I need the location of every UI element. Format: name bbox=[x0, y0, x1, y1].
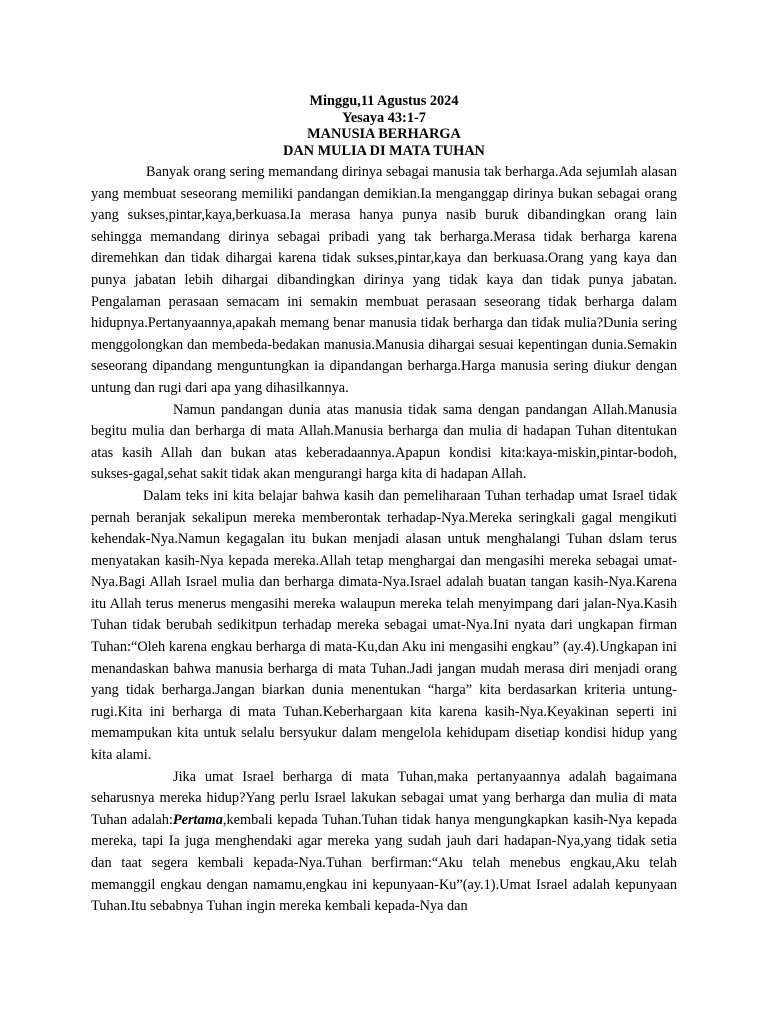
paragraph-4 bbox=[91, 767, 677, 918]
paragraph-4-text-a: Jika umat Israel berharga di mata Tuhan,maka pertanyaannya adalah bagaimana seharusnya mereka hidup?Yang perlu Israel lakukan sebagai umat yang berharga dan mulia di mata Tuhan adalah: bbox=[91, 768, 677, 828]
title-line-2: DAN MULIA DI MATA TUHAN bbox=[283, 142, 485, 159]
paragraph-1: Banyak orang sering memandang dirinya sebagai manusia tak berharga.Ada sejumlah alasan yang membuat seseorang memiliki pandangan demikian.Ia menganggap dirinya bukan sebagai orang yang sukses,pintar,kaya,berkuasa.Ia merasa hanya punya nasib buruk dibandingkan orang lain sehingga memandang dirinya sebagai pribadi yang tak berharga.Merasa tidak berharga karena diremehkan dan tidak dihargai karena tidak sukses,pintar,kaya dan berkuasa.Orang yang kaya dan punya jabatan lebih dihargai dibandingkan dirinya yang tidak kaya dan tidak punya jabatan. Pengalaman perasaan semacam ini semakin membuat perasaan seseorang tidak berharga dalam hidupnya.Pertanyaannya,apakah memang benar manusia tidak berharga dan tidak mulia?Dunia sering menggolongkan dan membeda-bedakan manusia.Manusia dihargai sesuai kepentingan dunia.Semakin seseorang dipandang menguntungkan ia dipandangan berharga.Harga manusia sering diukur dengan untung dan rugi dari apa yang dihasilkannya. bbox=[91, 164, 677, 396]
document-page bbox=[91, 93, 677, 918]
scripture-reference: Yesaya 43:1-7 bbox=[342, 109, 426, 126]
date-line: Minggu,11 Agustus 2024 bbox=[309, 93, 459, 109]
paragraph-4-text-b: ,kembali kepada Tuhan.Tuhan tidak hanya mengungkapkan kasih-Nya kepada mereka, tapi Ia juga menghendaki agar mereka yang sudah jauh dari hadapan-Nya,yang tidak setia dan taat segera kembali kepada-Nya.Tuhan berfirman:“Aku telah menebus engkau,Aku telah memanggil engkau dengan namamu,engkau ini kepunyaan-Ku”(ay.1).Umat Israel adalah kepunyaan Tuhan.Itu sebabnya Tuhan ingin mereka kembali kepada-Nya dan bbox=[91, 811, 677, 915]
paragraph-3: Dalam teks ini kita belajar bahwa kasih dan pemeliharaan Tuhan terhadap umat Israel tidak pernah beranjak sekalipun mereka memberontak terhadap-Nya.Mereka seringkali gagal mengikuti kehendak-Nya.Namun kegagalan itu bukan menjadi alasan untuk menghalangi Tuhan dslam terus menyatakan kasih-Nya kepada mereka.Allah tetap menghargai dan mengasihi mereka sebagai umat-Nya.Bagi Allah Israel mulia dan berharga dimata-Nya.Israel adalah buatan tangan kasih-Nya.Karena itu Allah terus menerus mengasihi mereka walaupun mereka telah menyimpang dari jalan-Nya.Kasih Tuhan tidak berubah sedikitpun terhadap mereka sebagai umat-Nya.Ini nyata dari ungkapan firman Tuhan:“Oleh karena engkau berharga di mata-Ku,dan Aku ini mengasihi engkau” (ay.4).Ungkapan ini menandaskan bahwa manusia berharga di mata Tuhan.Jadi jangan mudah merasa diri menjadi orang yang tidak berharga.Jangan biarkan dunia menentukan “harga” kita berdasarkan kriteria untung-rugi.Kita ini berharga di mata Tuhan.Keberhargaan kita karena kasih-Nya.Keyakinan seperti ini memampukan kita untuk selalu bersyukur dalam mengelola kehidupam disetiap kondisi hidup yang kita alami. bbox=[91, 487, 677, 764]
document-header bbox=[91, 93, 677, 159]
paragraph-2: Namun pandangan dunia atas manusia tidak sama dengan pandangan Allah.Manusia begitu mulia dan berharga di mata Allah.Manusia berharga dan mulia di hadapan Tuhan ditentukan atas kasih Allah dan bukan atas keberadaannya.Apapun kondisi kita:kaya-miskin,pintar-bodoh, sukses-gagal,sehat sakit tidak akan mengurangi harga kita di hadapan Allah. bbox=[91, 401, 677, 483]
paragraph-4-emphasis: Pertama bbox=[172, 811, 223, 828]
title-line-1: MANUSIA BERHARGA bbox=[307, 126, 461, 142]
